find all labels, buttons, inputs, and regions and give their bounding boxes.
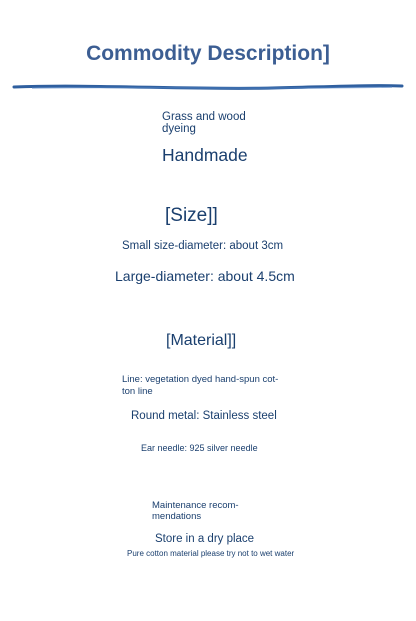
brush-stroke-divider <box>12 80 404 94</box>
dry-storage-text: Store in a dry place <box>155 533 255 545</box>
page-title: Commodity Description] <box>86 42 330 65</box>
material-heading: [Material]] <box>166 332 237 349</box>
small-size-text: Small size-diameter: about 3cm <box>122 240 284 252</box>
large-size-text: Large-diameter: about 4.5cm <box>115 268 295 284</box>
ear-needle-text: Ear needle: 925 silver needle <box>141 443 258 453</box>
line-material-text: Line: vegetation dyed hand-spun cot- ton line <box>122 374 279 397</box>
size-heading: [Size]] <box>165 205 218 226</box>
intro-text: Grass and wood dyeing <box>162 111 246 135</box>
metal-material-text: Round metal: Stainless steel <box>131 410 277 422</box>
maintenance-heading: Maintenance recom- mendations <box>152 500 239 522</box>
handmade-text: Handmade <box>162 145 248 165</box>
cotton-care-text: Pure cotton material please try not to wet water <box>127 549 295 558</box>
